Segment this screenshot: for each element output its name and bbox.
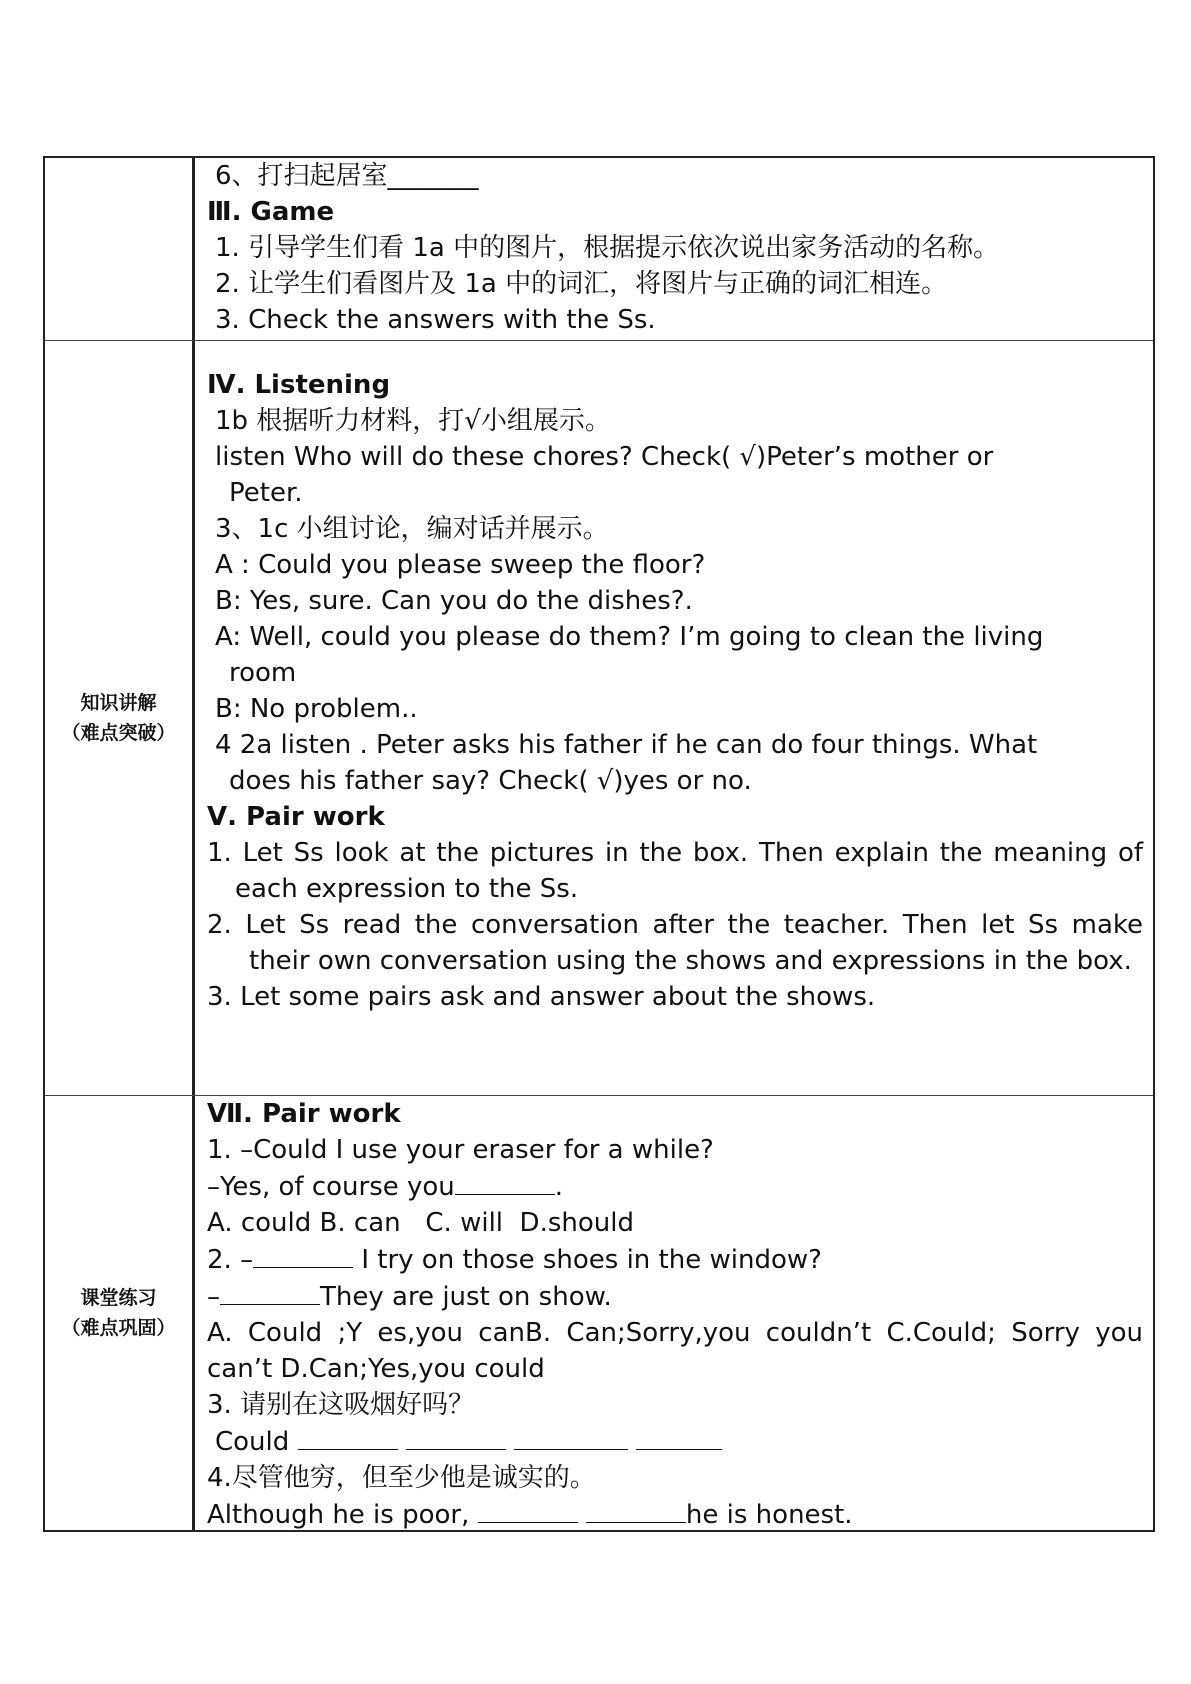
text-line <box>207 1278 1143 1315</box>
section-heading-pair-work: Ⅴ. Pair work <box>207 802 385 832</box>
text-fragment: Although he is poor, <box>207 1500 470 1530</box>
text-line: 3. Check the answers with the Ss. <box>215 305 656 335</box>
text-fragment: Could <box>215 1427 290 1457</box>
text-line: 1. Let Ss look at the pictures in the box. Then explain the meaning of each expression to the Ss. <box>207 838 1143 904</box>
text-line: A. Could ;Y es,you canB. Can;Sorry,you couldn’t C.Could; Sorry you can’t D.Can;Yes,you could <box>207 1318 1143 1384</box>
text-line <box>207 1496 1143 1533</box>
text-fragment: –Yes, of course you <box>207 1172 455 1202</box>
answer-blank <box>478 1496 578 1523</box>
text-line: 4.尽管他穷，但至少他是诚实的。 <box>207 1463 596 1493</box>
row-label: 知识讲解 <box>80 692 157 714</box>
text-line: 1. –Could I use your eraser for a while? <box>207 1135 714 1165</box>
text-line: B: Yes, sure. Can you do the dishes?. <box>215 586 693 616</box>
text-line: does his father say? Check( √)yes or no. <box>229 766 752 796</box>
text-line: A : Could you please sweep the floor? <box>215 550 706 580</box>
lesson-plan-table <box>43 156 1155 1532</box>
text-line: room <box>229 658 297 688</box>
row-label-cell <box>45 158 195 340</box>
text-line: 1. 引导学生们看 1a 中的图片，根据提示依次说出家务活动的名称。 <box>215 233 1000 263</box>
answer-blank <box>406 1423 506 1450</box>
answer-blank <box>298 1423 398 1450</box>
row-label-cell <box>45 341 195 1095</box>
text-line: 2. Let Ss read the conversation after the teacher. Then let Ss make their own conversation using the shows and expressions in the box. <box>207 910 1143 976</box>
text-fragment: I try on those shoes in the window? <box>353 1245 822 1275</box>
text-fragment: . <box>554 1172 564 1202</box>
row-content-cell <box>195 158 1153 340</box>
text-fragment: – <box>207 1282 220 1312</box>
text-line <box>207 1168 1143 1205</box>
text-fragment: he is honest. <box>685 1500 853 1530</box>
text-line: 6、打扫起居室_______ <box>215 161 479 191</box>
section-heading-pair-work: Ⅶ. Pair work <box>207 1099 401 1129</box>
text-line: 3. Let some pairs ask and answer about the shows. <box>207 982 876 1012</box>
section-heading-game: Ⅲ. Game <box>207 197 335 227</box>
text-line <box>207 1423 1143 1460</box>
section-heading-listening: Ⅳ. Listening <box>207 370 391 400</box>
text-line: A: Well, could you please do them? I’m going to clean the living <box>215 622 1044 652</box>
row-content-cell <box>195 341 1153 1095</box>
answer-blank <box>455 1168 555 1195</box>
table-row <box>45 1095 1153 1530</box>
text-line: 2. 让学生们看图片及 1a 中的词汇，将图片与正确的词汇相连。 <box>215 269 948 299</box>
answer-blank <box>636 1423 722 1450</box>
row-sublabel: （难点巩固） <box>61 1317 176 1339</box>
row-content-cell <box>195 1096 1153 1530</box>
text-line: B: No problem.. <box>215 694 418 724</box>
text-line <box>207 1241 1143 1278</box>
answer-blank <box>253 1241 353 1268</box>
row-sublabel: （难点突破） <box>61 722 176 744</box>
text-line: 3、1c 小组讨论，编对话并展示。 <box>215 514 609 544</box>
answer-blank <box>586 1496 686 1523</box>
table-row <box>45 340 1153 1095</box>
text-fragment: They are just on show. <box>320 1282 612 1312</box>
text-line: A. could B. can C. will D.should <box>207 1208 634 1238</box>
table-row <box>45 158 1153 340</box>
text-line: 1b 根据听力材料，打√小组展示。 <box>215 406 611 436</box>
row-label-cell <box>45 1096 195 1530</box>
row-label: 课堂练习 <box>80 1287 157 1309</box>
text-line: 3. 请别在这吸烟好吗？ <box>207 1390 475 1420</box>
answer-blank <box>514 1423 628 1450</box>
text-line: 4 2a listen . Peter asks his father if he can do four things. What <box>215 730 1038 760</box>
text-line: listen Who will do these chores? Check( √)Peter’s mother or <box>215 442 994 472</box>
answer-blank <box>220 1278 320 1305</box>
text-line: Peter. <box>229 478 303 508</box>
text-fragment: 2. – <box>207 1245 254 1275</box>
